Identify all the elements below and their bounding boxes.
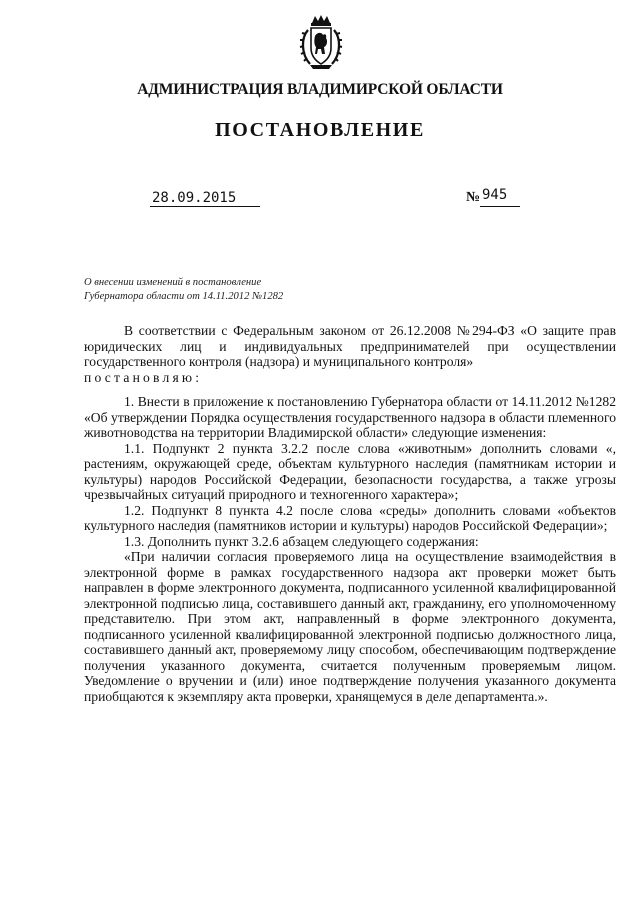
number-underline	[480, 206, 520, 207]
coat-of-arms-icon	[298, 14, 344, 72]
subject-line-1: О внесении изменений в постановление	[84, 277, 262, 288]
paragraph-1-2: 1.2. Подпункт 8 пункта 4.2 после слова «среды» дополнить словами «объектов культурного наследия (памятников истории и культуры) народов Российской Федерации»;	[84, 502, 616, 533]
number-sign: №	[466, 190, 481, 205]
document-type-title: ПОСТАНОВЛЕНИЕ	[215, 119, 425, 141]
subject-line-2: Губернатора области от 14.11.2012 №1282	[84, 291, 284, 302]
document-subject	[84, 276, 283, 304]
decree-word: постановляю:	[84, 369, 203, 385]
preamble-paragraph	[84, 323, 616, 385]
date-underline	[150, 206, 260, 207]
document-number: 945	[482, 187, 508, 203]
preamble-text: В соответствии с Федеральным законом от 26.12.2008 №294-ФЗ «О защите прав юридических лиц и индивидуальных предпринимателей при осуществлении государственного контроля (надзора) и муниципального контроля»	[84, 323, 616, 369]
paragraph-1-3: 1.3. Дополнить пункт 3.2.6 абзацем следующего содержания:	[124, 533, 479, 549]
quoted-paragraph: «При наличии согласия проверяемого лица на осуществление взаимодействия в электронной форме в рамках государственного надзора акт проверки может быть направлен в форме электронного документа, подписанного усиленной квалифицированной электронной подписью лица, составившего данный акт, гражданину, его уполномоченному представителю. При этом акт, направленный в форме электронного документа, подписанного усиленной квалифицированной электронной подписью должностного лица, составившего данный акт, проверяемому лицу способом, обеспечивающим подтверждение получения указанного документа, считается полученным проверяемым лицом. Уведомление о вручении и (или) иное подтверждение получения указанного документа приобщаются к экземпляру акта проверки, хранящемуся в деле департамента.».	[84, 549, 616, 704]
document-date: 28.09.2015	[152, 190, 237, 206]
paragraph-1-1: 1.1. Подпункт 2 пункта 3.2.2 после слова «животным» дополнить словами «, растениям, окружающей среде, объектам культурного наследия (памятникам истории и культуры) народов Российской Федерации, безопасности государства, а также угрозы чрезвычайных ситуаций природного и техногенного характера»;	[84, 440, 616, 502]
document-body	[84, 323, 616, 704]
paragraph-1: 1. Внести в приложение к постановлению Губернатора области от 14.11.2012 №1282 «Об утверждении Порядка осуществления государственного надзора в области племенного животноводства на территории Владимирской области» следующие изменения:	[84, 394, 616, 440]
organization-name: АДМИНИСТРАЦИЯ ВЛАДИМИРСКОЙ ОБЛАСТИ	[137, 80, 503, 98]
